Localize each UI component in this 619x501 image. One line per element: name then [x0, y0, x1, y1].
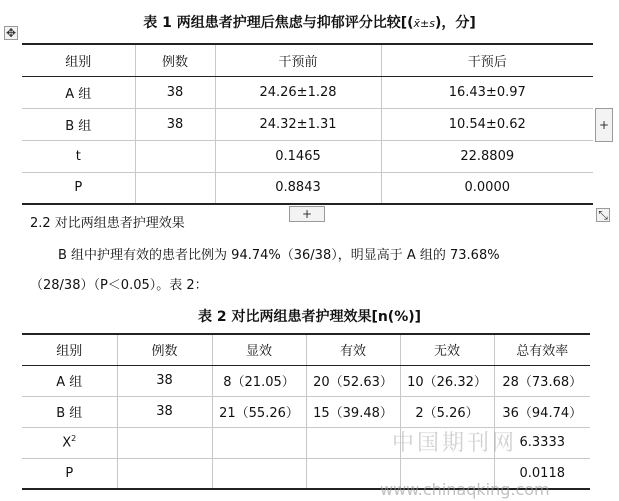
table-cell: 0.1465 [215, 140, 381, 172]
table2 [22, 333, 590, 490]
table-cell [117, 427, 212, 458]
table1-title-text: 表 1 两组患者护理后焦虑与抑郁评分比较[( [143, 15, 414, 31]
table1-header-cell: 干预前 [215, 44, 381, 76]
table-cell: 0.8843 [215, 172, 381, 204]
table-cell: B 组 [22, 396, 117, 427]
table-cell: 0.0000 [381, 172, 593, 204]
table-row [22, 76, 593, 108]
table-cell: 16.43±0.97 [381, 76, 593, 108]
table-cell: A 组 [22, 76, 135, 108]
table-cell: 21（55.26） [212, 396, 306, 427]
table1-title-mean-sd: x̄±s [413, 17, 435, 30]
table-row [22, 172, 593, 204]
table1-title [0, 12, 619, 32]
table-cell [212, 458, 306, 489]
table2-title: 表 2 对比两组患者护理效果[n(%)] [197, 309, 422, 325]
table-cell: 22.8809 [381, 140, 593, 172]
table-cell: 38 [117, 365, 212, 396]
table-cell [212, 427, 306, 458]
table-cell [117, 458, 212, 489]
table-cell: 28（73.68） [494, 365, 590, 396]
watermark-chinese: 中国期刊网 [392, 431, 518, 456]
table-cell [135, 140, 215, 172]
table-cell [135, 172, 215, 204]
add-column-button[interactable]: + [595, 108, 613, 142]
table2-header-cell: 组别 [22, 334, 117, 365]
watermark-url: www.chinaqking.com [380, 480, 550, 499]
result-paragraph-line1: B 组中护理有效的患者比例为 94.74%（36/38），明显高于 A 组的 73.68% [58, 248, 500, 263]
table-resize-handle-icon[interactable]: ⤡ [596, 208, 610, 222]
table-cell: 24.32±1.31 [215, 108, 381, 140]
table-move-handle-icon[interactable]: ✥ [5, 26, 17, 40]
table1-header-row [22, 44, 593, 76]
table-cell [22, 427, 117, 458]
table-cell: 38 [135, 108, 215, 140]
table2-header-cell: 例数 [117, 334, 212, 365]
table-cell: 38 [135, 76, 215, 108]
table1-header-cell: 干预后 [381, 44, 593, 76]
table-cell: t [22, 140, 135, 172]
add-row-button[interactable]: + [289, 206, 325, 222]
table-row [22, 108, 593, 140]
table-cell [306, 427, 400, 458]
table-row [22, 140, 593, 172]
table1-title-end: )，分] [434, 15, 476, 31]
table-row [22, 365, 590, 396]
table-cell: 2（5.26） [400, 396, 494, 427]
table-cell: 8（21.05） [212, 365, 306, 396]
table-cell: 10.54±0.62 [381, 108, 593, 140]
table2-header-cell: 有效 [306, 334, 400, 365]
table2-header-row [22, 334, 590, 365]
table-cell: B 组 [22, 108, 135, 140]
table2-header-cell: 总有效率 [494, 334, 590, 365]
table-cell: P [22, 458, 117, 489]
table-cell: 10（26.32） [400, 365, 494, 396]
table1-header-cell: 例数 [135, 44, 215, 76]
table1-header-cell: 组别 [22, 44, 135, 76]
table-row [22, 396, 590, 427]
chi-square-label: X [62, 435, 72, 451]
table-cell: P [22, 172, 135, 204]
table-cell: 20（52.63） [306, 365, 400, 396]
table-cell: 15（39.48） [306, 396, 400, 427]
table1 [22, 43, 593, 205]
table2-header-cell: 显效 [212, 334, 306, 365]
table-cell: A 组 [22, 365, 117, 396]
table2-header-cell: 无效 [400, 334, 494, 365]
table-cell: 6.3333 [494, 427, 590, 458]
section-heading: 2.2 对比两组患者护理效果 [30, 216, 185, 231]
result-paragraph-line2: （28/38）（P＜0.05）。表 2： [30, 278, 208, 293]
table-cell: 36（94.74） [494, 396, 590, 427]
table-cell: 38 [117, 396, 212, 427]
table-cell: 24.26±1.28 [215, 76, 381, 108]
chi-square-superscript: 2 [71, 434, 77, 444]
table-cell: 0.0118 [494, 458, 590, 489]
